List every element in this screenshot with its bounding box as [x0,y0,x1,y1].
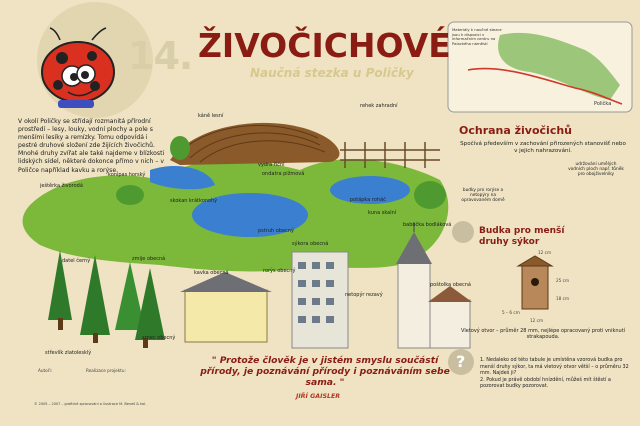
dim-depth: 12 cm [530,318,544,323]
label-rehek: rehek zahradní [360,103,398,109]
label-kuna: kuna skalní [368,210,397,216]
intro-paragraph: V okolí Poličky se střídají rozmanitá přírodní prostředí – lesy, louky, vodní plochy a pole s menšími lesíky a remízky. Tomu odpovídá i pestré druhové složení zde žijících živočichů. Mnohé druhy zvířat ale také najdeme v blízkosti lidských sídel, některé dokonce přímo v nich – v Poličce například kavku a rorýse. [18,118,165,174]
map-caption: Materiály k naučné stezce jsou k dispozici v informačním centru na Palackého náměstí [452,27,502,46]
birdbox-heading-line1: Budka pro menší [479,226,565,236]
protection-note-left: budky pro rorýse a netopýry na opravovaném domě [461,188,505,203]
map-town: Polička [594,101,612,107]
birdbox-badge [452,221,474,243]
question-mark: ? [456,352,466,371]
label-pstruh: pstruh obecný [258,228,294,234]
protection-text: Spočívá především v zachování přirozených stanovišť nebo v jejich nahrazování. [460,141,626,155]
footer-partner: Realizace projektu: [86,368,126,373]
quote-author: JIŘÍ GAISLER [296,393,341,400]
footer-authors: Autoři: [38,368,53,373]
label-netopyr: netopýr rezavý [345,292,383,298]
question-item-2: 2. Pokud je právě období hnízdění, můžeš mít štěstí a pozorovat budky pozorovat. [480,376,611,390]
label-ondatra: ondatra pižmová [262,171,305,177]
dim-height: 25 cm [556,278,570,283]
quote-text: " Protože člověk je v jistém smyslu součástí přírody, je poznávání přírody i poznáváním sebe sama. " [200,355,450,388]
field-hill [170,123,339,165]
question-item-1: 1. Nedaleko od této tabule je umístěna vzorová budka pro menší druhy sýkor, ta má vletový otvor větší – o průměru 32 mm. Najdeš ji? [480,357,629,377]
footer-copyright: © 2005 – 2007 – grafické zpracování a ilustrace M. Beneš & kol. [34,402,147,406]
label-zmije: zmije obecná [132,256,166,262]
label-srnec: srnec obecný [142,335,176,341]
birdbox-diagram [518,256,552,309]
label-postolka: poštolka obecná [430,282,471,288]
label-rorys: rorýs obecný [263,268,296,274]
dim-hole: 5 – 6 cm [502,310,520,315]
stop-number: 14. [128,34,193,78]
label-kone: káně lesní [198,113,224,119]
protection-heading: Ochrana živočichů [459,124,573,137]
label-vydra: vydra říční [258,162,285,168]
page-title: ŽIVOČICHOVÉ [198,26,451,65]
label-babocka: babočka bodláková [403,222,452,228]
label-jesterka: ještěrka živorodá [40,183,83,189]
birdbox-caption: Vletový otvor – průměr 28 mm, nejlépe opracovaný proti vniknutí strakapouda. [460,328,626,341]
label-kavka: kavka obecná [194,270,229,276]
label-strevlik: střevlík zlatolesklý [45,350,92,356]
dim-top: 12 cm [538,250,552,255]
label-potapka: potápka roháč [350,197,386,203]
page-subtitle: Naučná stezka u Poličky [250,66,414,80]
label-datel: datel černý [62,258,91,264]
birdbox-heading-line2: druhy sýkor [479,237,540,247]
question-list [480,357,630,390]
protection-note-right: udržování umělých vodních ploch např. tůněk pro obojživelníky [568,162,624,177]
dim-side: 18 cm [556,296,570,301]
label-skokan: skokan krátkonohý [170,198,218,204]
label-konipas: konipas horský [108,172,146,178]
label-sykora: sýkora obecná [292,241,329,247]
birdbox-heading [479,226,564,248]
